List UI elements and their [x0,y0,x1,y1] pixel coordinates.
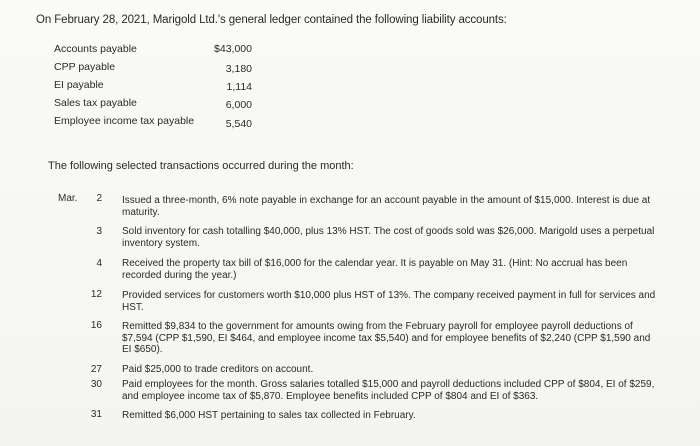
account-label: EI payable [54,79,104,91]
transaction-text: Remitted $9,834 to the government for amounts owing from the February payroll for employee payroll deductions of $7,594 (CPP $1,590, EI $464, and employee income tax $5,540) and for employee benefits of $2,240 (CPP $1,590 and EI $650). [122,321,651,355]
account-label: Sales tax payable [54,97,137,109]
transaction-day: 31 [90,409,102,420]
transaction-day: 3 [96,226,102,237]
intro-text: On February 28, 2021, Marigold Ltd.'s general ledger contained the following liability accounts: [36,14,507,26]
transaction-text: Issued a three-month, 6% note payable in exchange for an account payable in the amount of $15,000. Interest is due at maturity. [122,195,651,218]
transactions-intro: The following selected transactions occurred during the month: [48,160,354,172]
transaction-text: Paid employees for the month. Gross salaries totalled $15,000 and payroll deductions included CPP of $804, EI of $259, and employee income tax of $5,870. Employee benefits included CPP of $804 and EI of $363. [122,379,655,402]
transaction-day: 4 [96,258,102,269]
account-amount: 5,540 [225,118,252,130]
account-label: Accounts payable [54,43,137,55]
transaction-text: Received the property tax bill of $16,000 for the calendar year. It is payable on May 31. (Hint: No accrual has been recorded during the year.) [122,258,628,281]
transaction-text: Remitted $6,000 HST pertaining to sales tax collected in February. [122,410,416,421]
account-amount: 3,180 [225,63,252,75]
transaction-day: 16 [90,320,102,331]
account-amount: 1,114 [226,81,252,93]
transaction-text: Paid $25,000 to trade creditors on account. [122,364,314,375]
transaction-text: Provided services for customers worth $10,000 plus HST of 13%. The company received payment in full for services and HST. [122,290,656,313]
transaction-day: 30 [90,379,102,390]
transaction-text: Sold inventory for cash totalling $40,000, plus 13% HST. The cost of goods sold was $26,000. Marigold uses a perpetual inventory system. [122,226,655,249]
account-amount: 6,000 [225,99,252,111]
month-label: Mar. [58,193,78,204]
transaction-day: 12 [90,289,102,300]
transaction-day: 27 [90,364,102,375]
account-label: CPP payable [54,61,116,73]
transaction-day: 2 [96,193,102,204]
account-label: Employee income tax payable [54,115,195,127]
account-amount: $43,000 [214,43,252,55]
